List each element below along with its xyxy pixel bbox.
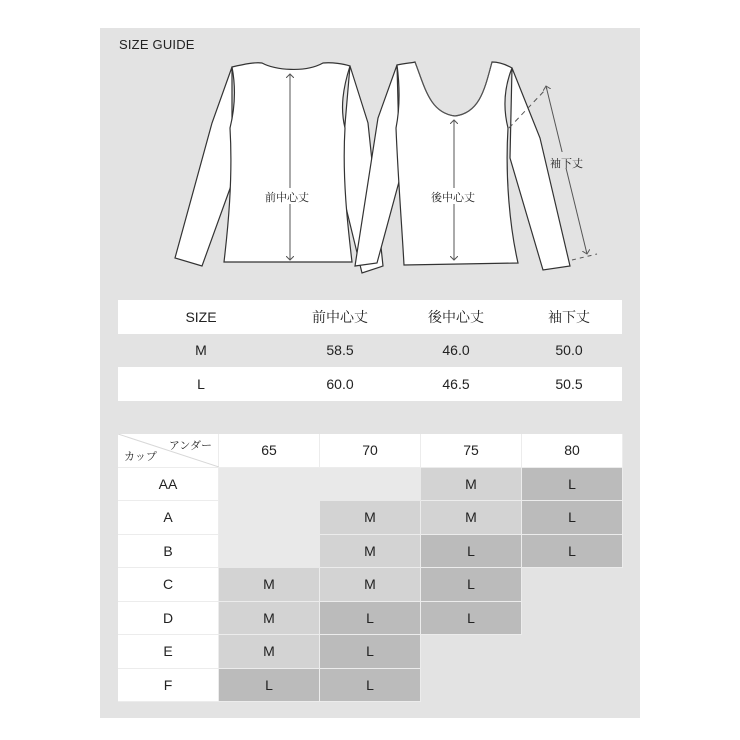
table-row <box>118 468 623 502</box>
size-cell <box>320 468 421 502</box>
header-sleeve-length: 袖下丈 <box>548 308 590 325</box>
value-cell: 58.5 <box>326 342 354 359</box>
table-row <box>118 535 623 569</box>
under-size-65: 65 <box>219 434 320 468</box>
value-cell: 50.0 <box>555 342 583 359</box>
size-cell: L <box>320 602 421 636</box>
size-cell: L <box>421 602 522 636</box>
page-title: SIZE GUIDE <box>119 37 195 52</box>
cup-cell: D <box>118 602 219 636</box>
empty-cell <box>522 635 623 669</box>
empty-cell <box>522 602 623 636</box>
under-bust-label: アンダー <box>168 440 212 452</box>
under-size-75: 75 <box>421 434 522 468</box>
table-row <box>118 669 623 703</box>
size-cell: M <box>219 602 320 636</box>
cup-cell: F <box>118 669 219 703</box>
size-cell: L <box>421 535 522 569</box>
empty-cell <box>421 635 522 669</box>
size-cell: L <box>197 375 205 392</box>
size-cell <box>219 501 320 535</box>
header-size: SIZE <box>185 308 217 325</box>
cup-cell: A <box>118 501 219 535</box>
back-length-label: 後中心丈 <box>431 192 475 204</box>
cup-cell: B <box>118 535 219 569</box>
under-size-80: 80 <box>522 434 623 468</box>
corner-cell <box>118 434 219 468</box>
size-cell: L <box>421 568 522 602</box>
size-cell: L <box>522 535 623 569</box>
size-cell: M <box>219 635 320 669</box>
size-cell: L <box>320 669 421 703</box>
value-cell: 50.5 <box>555 375 583 392</box>
size-cell: M <box>320 568 421 602</box>
measurement-table <box>118 300 622 401</box>
size-cell: M <box>421 468 522 502</box>
size-cell <box>219 468 320 502</box>
size-cell: M <box>320 501 421 535</box>
cup-cell: AA <box>118 468 219 502</box>
table-row <box>118 367 622 401</box>
size-cell: L <box>522 501 623 535</box>
back-garment-icon <box>355 62 570 270</box>
table-row <box>118 602 623 636</box>
empty-cell <box>522 568 623 602</box>
front-length-label: 前中心丈 <box>265 192 309 204</box>
sleeve-length-label: 袖下丈 <box>550 158 583 170</box>
table-row <box>118 501 623 535</box>
table-row <box>118 334 622 368</box>
size-cell: M <box>195 342 207 359</box>
header-back-length: 後中心丈 <box>428 308 484 325</box>
size-cell: L <box>320 635 421 669</box>
size-cell: M <box>421 501 522 535</box>
cup-label: カップ <box>124 450 157 463</box>
under-size-70: 70 <box>320 434 421 468</box>
size-cell: L <box>219 669 320 703</box>
size-cell: L <box>522 468 623 502</box>
size-cell: M <box>219 568 320 602</box>
empty-cell <box>522 669 623 703</box>
size-cell <box>219 535 320 569</box>
value-cell: 46.0 <box>442 342 470 359</box>
value-cell: 46.5 <box>442 375 470 392</box>
table-row <box>118 568 623 602</box>
cup-cell: E <box>118 635 219 669</box>
measurement-table-header <box>118 300 622 334</box>
empty-cell <box>421 669 522 703</box>
header-front-length: 前中心丈 <box>312 308 368 325</box>
table-row <box>118 635 623 669</box>
cup-table-header <box>118 434 623 468</box>
cup-cell: C <box>118 568 219 602</box>
value-cell: 60.0 <box>326 375 354 392</box>
cup-size-table <box>118 434 623 702</box>
size-cell: M <box>320 535 421 569</box>
front-garment-icon <box>175 63 383 273</box>
